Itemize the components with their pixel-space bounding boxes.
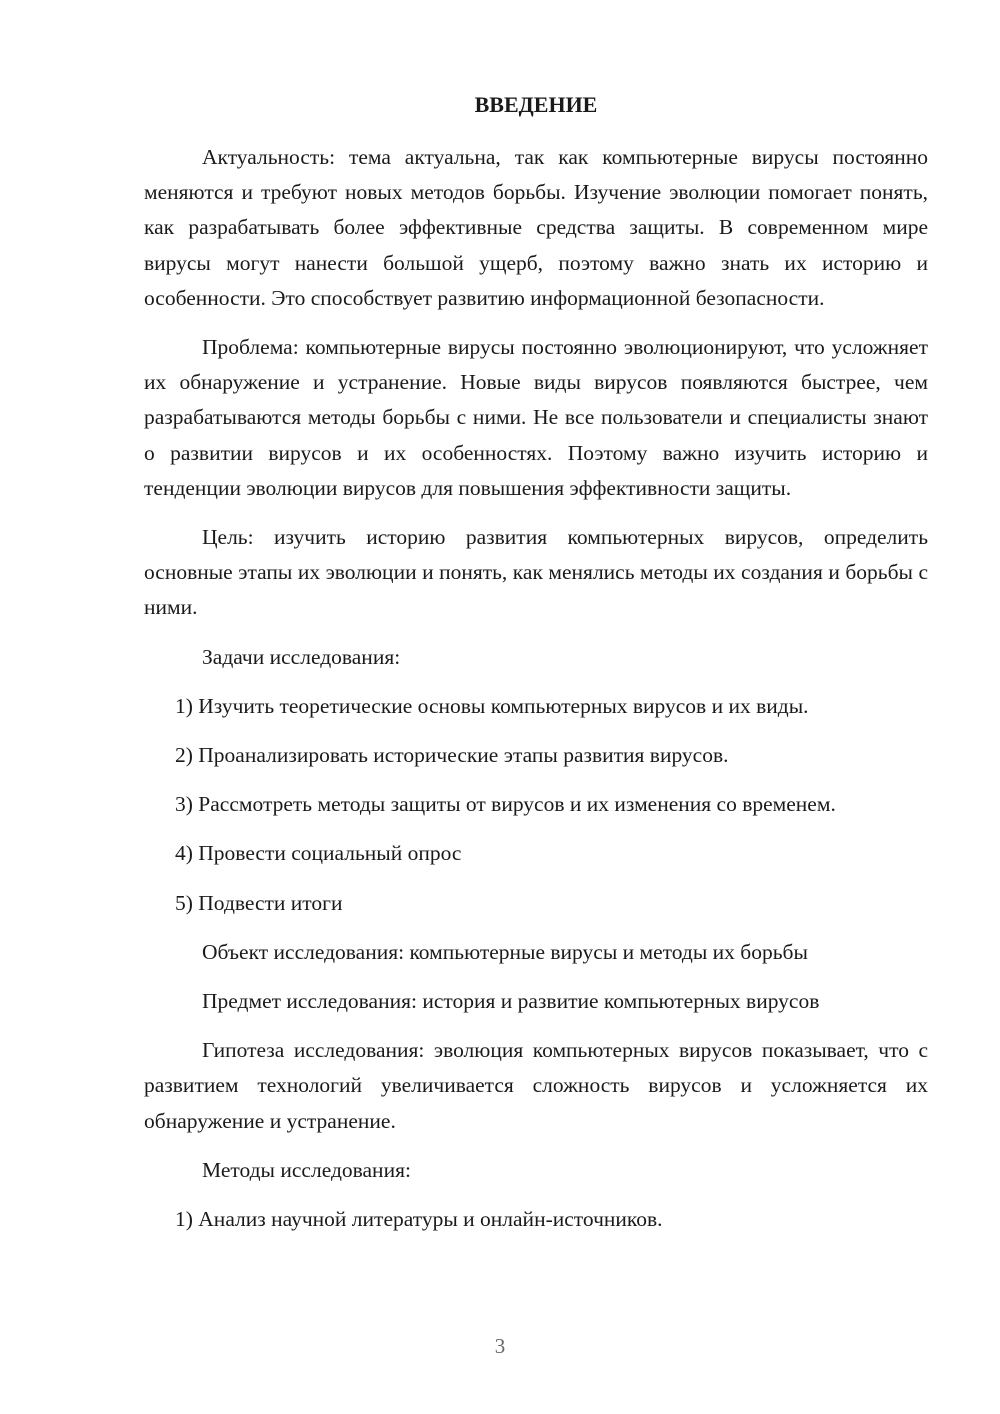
task-item: 4) Провести социальный опрос xyxy=(175,841,462,866)
method-item: 1) Анализ научной литературы и онлайн-источников. xyxy=(175,1207,663,1232)
subject-paragraph: Предмет исследования: история и развитие компьютерных вирусов xyxy=(202,989,820,1014)
problem-paragraph: Проблема: компьютерные вирусы постоянно эволюционируют, что усложняет их обнаружение и устранение. Новые виды вирусов появляются быстрее, чем разрабатываются методы борьбы с ними. Не все пользователи и специалисты знают о развитии вирусов и их особенностях. Поэтому важно изучить историю и тенденции эволюции вирусов для повышения эффективности защиты. xyxy=(144,335,928,500)
task-item: 3) Рассмотреть методы защиты от вирусов и их изменения со временем. xyxy=(175,792,836,817)
hypothesis-paragraph: Гипотеза исследования: эволюция компьютерных вирусов показывает, что с развитием технологий увеличивается сложность вирусов и усложняется их обнаружение и устранение. xyxy=(144,1038,928,1133)
section-heading: ВВЕДЕНИЕ xyxy=(474,92,598,117)
methods-title: Методы исследования: xyxy=(202,1157,411,1182)
task-item: 2) Проанализировать исторические этапы развития вирусов. xyxy=(175,743,729,768)
page-content xyxy=(144,90,928,1251)
task-item: 5) Подвести итоги xyxy=(175,890,343,915)
object-paragraph: Объект исследования: компьютерные вирусы и методы их борьбы xyxy=(202,939,808,964)
relevance-paragraph: Актуальность: тема актуальна, так как компьютерные вирусы постоянно меняются и требуют новых методов борьбы. Изучение эволюции помогает понять, как разрабатывать более эффективные средства защиты. В современном мире вирусы могут нанести большой ущерб, поэтому важно знать их историю и особенности. Это способствует развитию информационной безопасности. xyxy=(144,145,928,310)
tasks-title: Задачи исследования: xyxy=(202,644,401,669)
goal-paragraph: Цель: изучить историю развития компьютерных вирусов, определить основные этапы их эволюции и понять, как менялись методы их создания и борьбы с ними. xyxy=(144,525,928,620)
task-item: 1) Изучить теоретические основы компьютерных вирусов и их виды. xyxy=(175,693,809,718)
page-number: 3 xyxy=(494,1334,506,1358)
